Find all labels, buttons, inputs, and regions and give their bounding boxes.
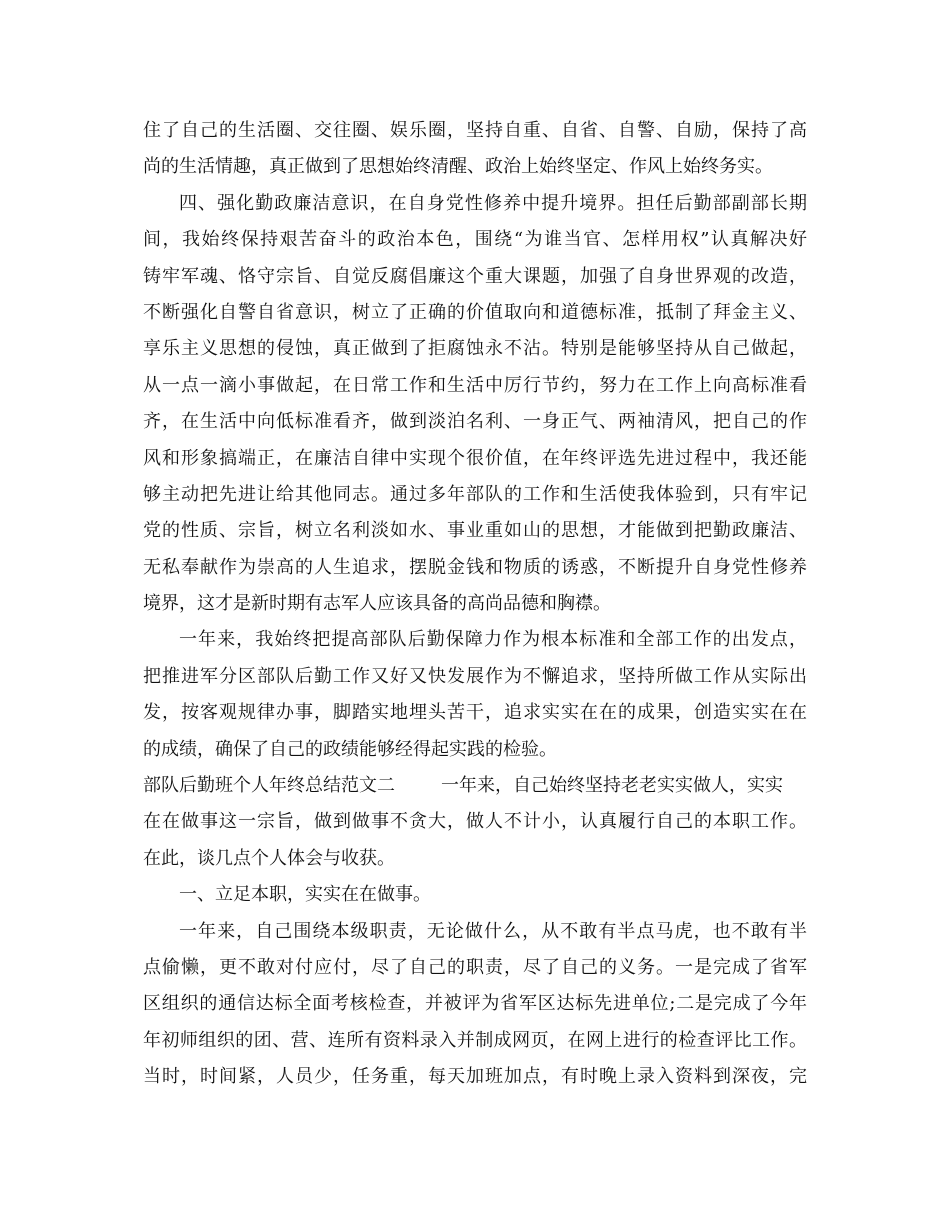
text-line: 境界，这才是新时期有志军人应该具备的高尚品德和胸襟。 [143,593,611,615]
text-line: 无私奉献作为崇高的人生追求，摆脱金钱和物质的诱惑，不断提升自身党性修养 [143,556,807,578]
text-line: 尚的生活情趣，真正做到了思想始终清醒、政治上始终坚定、作风上始终务实。 [143,156,773,178]
text-line: 点偷懒，更不敢对付应付，尽了自己的职责，尽了自己的义务。一是完成了省军 [143,956,807,978]
text-line: 四、强化勤政廉洁意识，在自身党性修养中提升境界。担任后勤部副部长期 [179,192,807,214]
text-line: 党的性质、宗旨，树立名利淡如水、事业重如山的思想，才能做到把勤政廉洁、 [143,520,807,542]
text-line: 不断强化自警自省意识，树立了正确的价值取向和道德标准，抵制了拜金主义、 [143,301,807,323]
text-line: 住了自己的生活圈、交往圈、娱乐圈，坚持自重、自省、自警、自励，保持了高 [143,120,807,141]
text-line: 发，按客观规律办事，脚踏实地埋头苦干，追求实实在在的成果，创造实实在在 [143,702,807,724]
text-line: 享乐主义思想的侵蚀，真正做到了拒腐蚀永不沾。特别是能够坚持从自己做起， [143,338,807,360]
text-line: 够主动把先进让给其他同志。通过多年部队的工作和生活使我体验到，只有牢记 [143,483,807,505]
text-line: 当时，时间紧，人员少，任务重，每天加班加点，有时晚上录入资料到深夜，完 [143,1066,807,1088]
text-line: 从一点一滴小事做起，在日常工作和生活中厉行节约，努力在工作上向高标准看 [143,374,807,396]
text-line: 齐，在生活中向低标准看齐，做到淡泊名利、一身正气、两袖清风，把自己的作 [143,411,807,433]
document-body [143,113,813,1096]
text-line: 一年来，自己始终坚持老老实实做人，实实 [441,775,783,797]
text-line: 间，我始终保持艰苦奋斗的政治本色，围绕“为谁当官、怎样用权”认真解决好 [143,229,807,251]
section-title: 部队后勤班个人年终总结范文二 [143,775,395,797]
text-line: 在在做事这一宗旨，做到做事不贪大，做人不计小，认真履行自己的本职工作。 [143,811,807,833]
text-line: 把推进军分区部队后勤工作又好又快发展作为不懈追求，坚持所做工作从实际出 [143,665,807,687]
text-line: 区组织的通信达标全面考核检查，并被评为省军区达标先进单位;二是完成了今年 [143,993,807,1015]
text-line: 的成绩，确保了自己的政绩能够经得起实践的检验。 [143,738,557,760]
text-line: 铸牢军魂、恪守宗旨、自觉反腐倡廉这个重大课题，加强了自身世界观的改造， [143,265,807,287]
section-heading-line [143,768,813,804]
text-line: 风和形象搞端正，在廉洁自律中实现个很价值，在年终评选先进过程中，我还能 [143,447,807,469]
text-line: 一年来，自己围绕本级职责，无论做什么，从不敢有半点马虎，也不敢有半 [179,920,807,942]
text-line: 年初师组织的团、营、连所有资料录入并制成网页，在网上进行的检查评比工作。 [143,1029,807,1051]
text-line: 在此，谈几点个人体会与收获。 [143,847,395,869]
text-line: 一年来，我始终把提高部队后勤保障力作为根本标准和全部工作的出发点， [179,629,807,651]
subheading-line: 一、立足本职，实实在在做事。 [179,884,431,906]
